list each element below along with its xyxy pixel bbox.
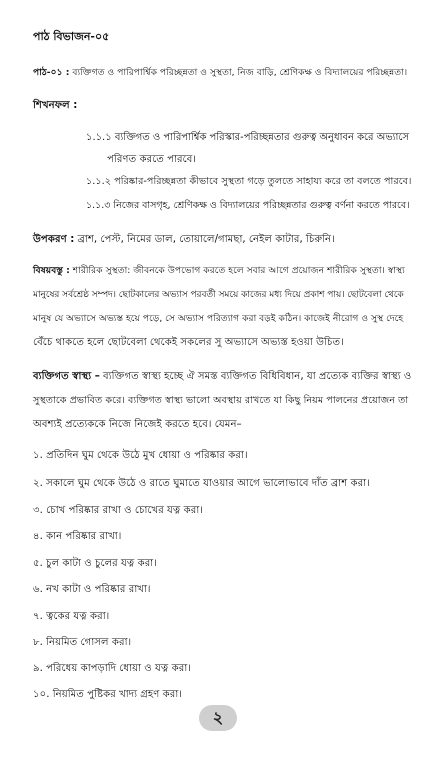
- list-item: ৬. নখ কাটা ও পরিষ্কার রাখা।: [33, 584, 151, 595]
- outcomes-heading: শিখনফল :: [33, 100, 78, 111]
- lesson-text: ব্যক্তিগত ও পারিপার্শ্বিক পরিচ্ছন্নতা ও সুস্থতা, নিজ বাড়ি, শ্রেণিকক্ষ ও বিদ্যালয়ের পরিচ্ছন্নতা।: [72, 67, 408, 78]
- lesson-section-title: পাঠ বিভাজন-০৫: [33, 30, 110, 43]
- subject-label: বিষয়বস্তু :: [33, 265, 70, 276]
- list-item: ২. সকালে ঘুম থেকে উঠে ও রাতে ঘুমাতে যাওয়ার আগে ভালোভাবে দাঁত ব্রাশ করা।: [33, 478, 370, 489]
- personal-health-line: [33, 370, 411, 384]
- list-item: ৭. ত্বকের যত্ন করা।: [33, 611, 110, 622]
- outcome-item: [86, 199, 409, 213]
- materials-label: উপকরণ :: [33, 234, 75, 245]
- lesson-line: [33, 66, 407, 80]
- outcome-text: পরিষ্কার-পরিচ্ছন্নতা কীভাবে সুস্থতা গড়ে তুলতে সাহায্য করে তা বলতে পারবে।: [114, 176, 412, 187]
- lesson-label: পাঠ-০১ :: [33, 67, 70, 78]
- materials-line: [33, 233, 335, 247]
- list-item: ৮. নিয়মিত গোসল করা।: [33, 637, 132, 648]
- list-item: ৫. চুল কাটা ও চুলের যত্ন করা।: [33, 558, 157, 569]
- personal-health-paragraph-line: সুস্থতাকে প্রভাবিত করে। ব্যক্তিগত স্বাস্থ্য ভালো অবস্থায় রাখতে যা কিছু নিয়ম পালনের প্রয়োজন তা: [33, 395, 409, 406]
- list-item: ১০. নিয়মিত পুষ্টিকর খাদ্য গ্রহণ করা।: [33, 689, 182, 700]
- materials-text: ব্রাশ, পেস্ট, নিমের ডাল, তোয়ালে/গামছা, নেইল কাটার, চিরুনি।: [77, 234, 335, 245]
- outcome-number: ১.১.২: [86, 176, 112, 187]
- outcome-item: [86, 175, 411, 189]
- outcome-number: ১.১.১: [86, 132, 112, 143]
- subject-paragraph-line: বেঁচে থাকতে হলে ছোটবেলা থেকেই সকলের সু অভ্যাসে অভ্যস্ত হওয়া উচিত।: [33, 337, 344, 348]
- outcome-text-continuation: পরিণত করতে পারবে।: [107, 154, 197, 165]
- personal-health-text: ব্যক্তিগত স্বাস্থ্য হচ্ছে ঐ সমস্ত ব্যক্তিগত বিধিবিধান, যা প্রত্যেক ব্যক্তির স্বাস্থ্য ও: [103, 371, 412, 382]
- list-item: ১. প্রতিদিন ঘুম থেকে উঠে মুখ ধোয়া ও পরিষ্কার করা।: [33, 450, 248, 461]
- page-number: ২: [212, 707, 224, 727]
- list-item: ৪. কান পরিষ্কার রাখা।: [33, 531, 122, 542]
- outcome-text: নিজের বাসগৃহ, শ্রেণিকক্ষ ও বিদ্যালয়ের পরিচ্ছন্নতার গুরুত্ব বর্ণনা করতে পারবে।: [113, 200, 410, 211]
- outcome-number: ১.১.৩: [86, 200, 111, 211]
- page-number-badge: [199, 705, 237, 731]
- list-item: ৯. পরিধেয় কাপড়াদি ধোয়া ও যত্ন করা।: [33, 663, 191, 674]
- outcome-text: ব্যক্তিগত ও পারিপার্শ্বিক পরিস্কার-পরিচ্ছন্নতার গুরুত্ব অনুধাবন করে অভ্যাসে: [114, 132, 409, 143]
- list-item: ৩. চোখ পরিষ্কার রাখা ও চোখের যত্ন করা।: [33, 505, 203, 516]
- personal-health-label: ব্যক্তিগত স্বাস্থ্য –: [33, 371, 100, 382]
- subject-line: [33, 264, 405, 278]
- subject-paragraph-line: মানুষ যে অভ্যাসে অভ্যস্ত হয়ে পড়ে, সে অভ্যাস পরিত্যাগ করা বড়ই কঠিন। কাজেই নীরোগ ও সুস্থ দেহে: [33, 313, 404, 324]
- subject-paragraph-line: মানুষের সর্বশ্রেষ্ঠ সম্পদ। ছোটকালের অভ্যাস পরবর্তী সময়ে কাজের মধ্য দিয়ে প্রকাশ পায়। ছোটবেলা থেকে: [33, 290, 404, 300]
- outcome-item: [86, 131, 409, 145]
- subject-text: শারীরিক সুস্থতা: জীবনকে উপভোগ করতে হলে সবার আগে প্রয়োজন শারীরিক সুস্থতা। স্বাস্থ্য: [72, 265, 405, 276]
- personal-health-paragraph-line: অবশ্যই প্রত্যেককে নিজে নিজেই করতে হবে। যেমন–: [33, 419, 242, 430]
